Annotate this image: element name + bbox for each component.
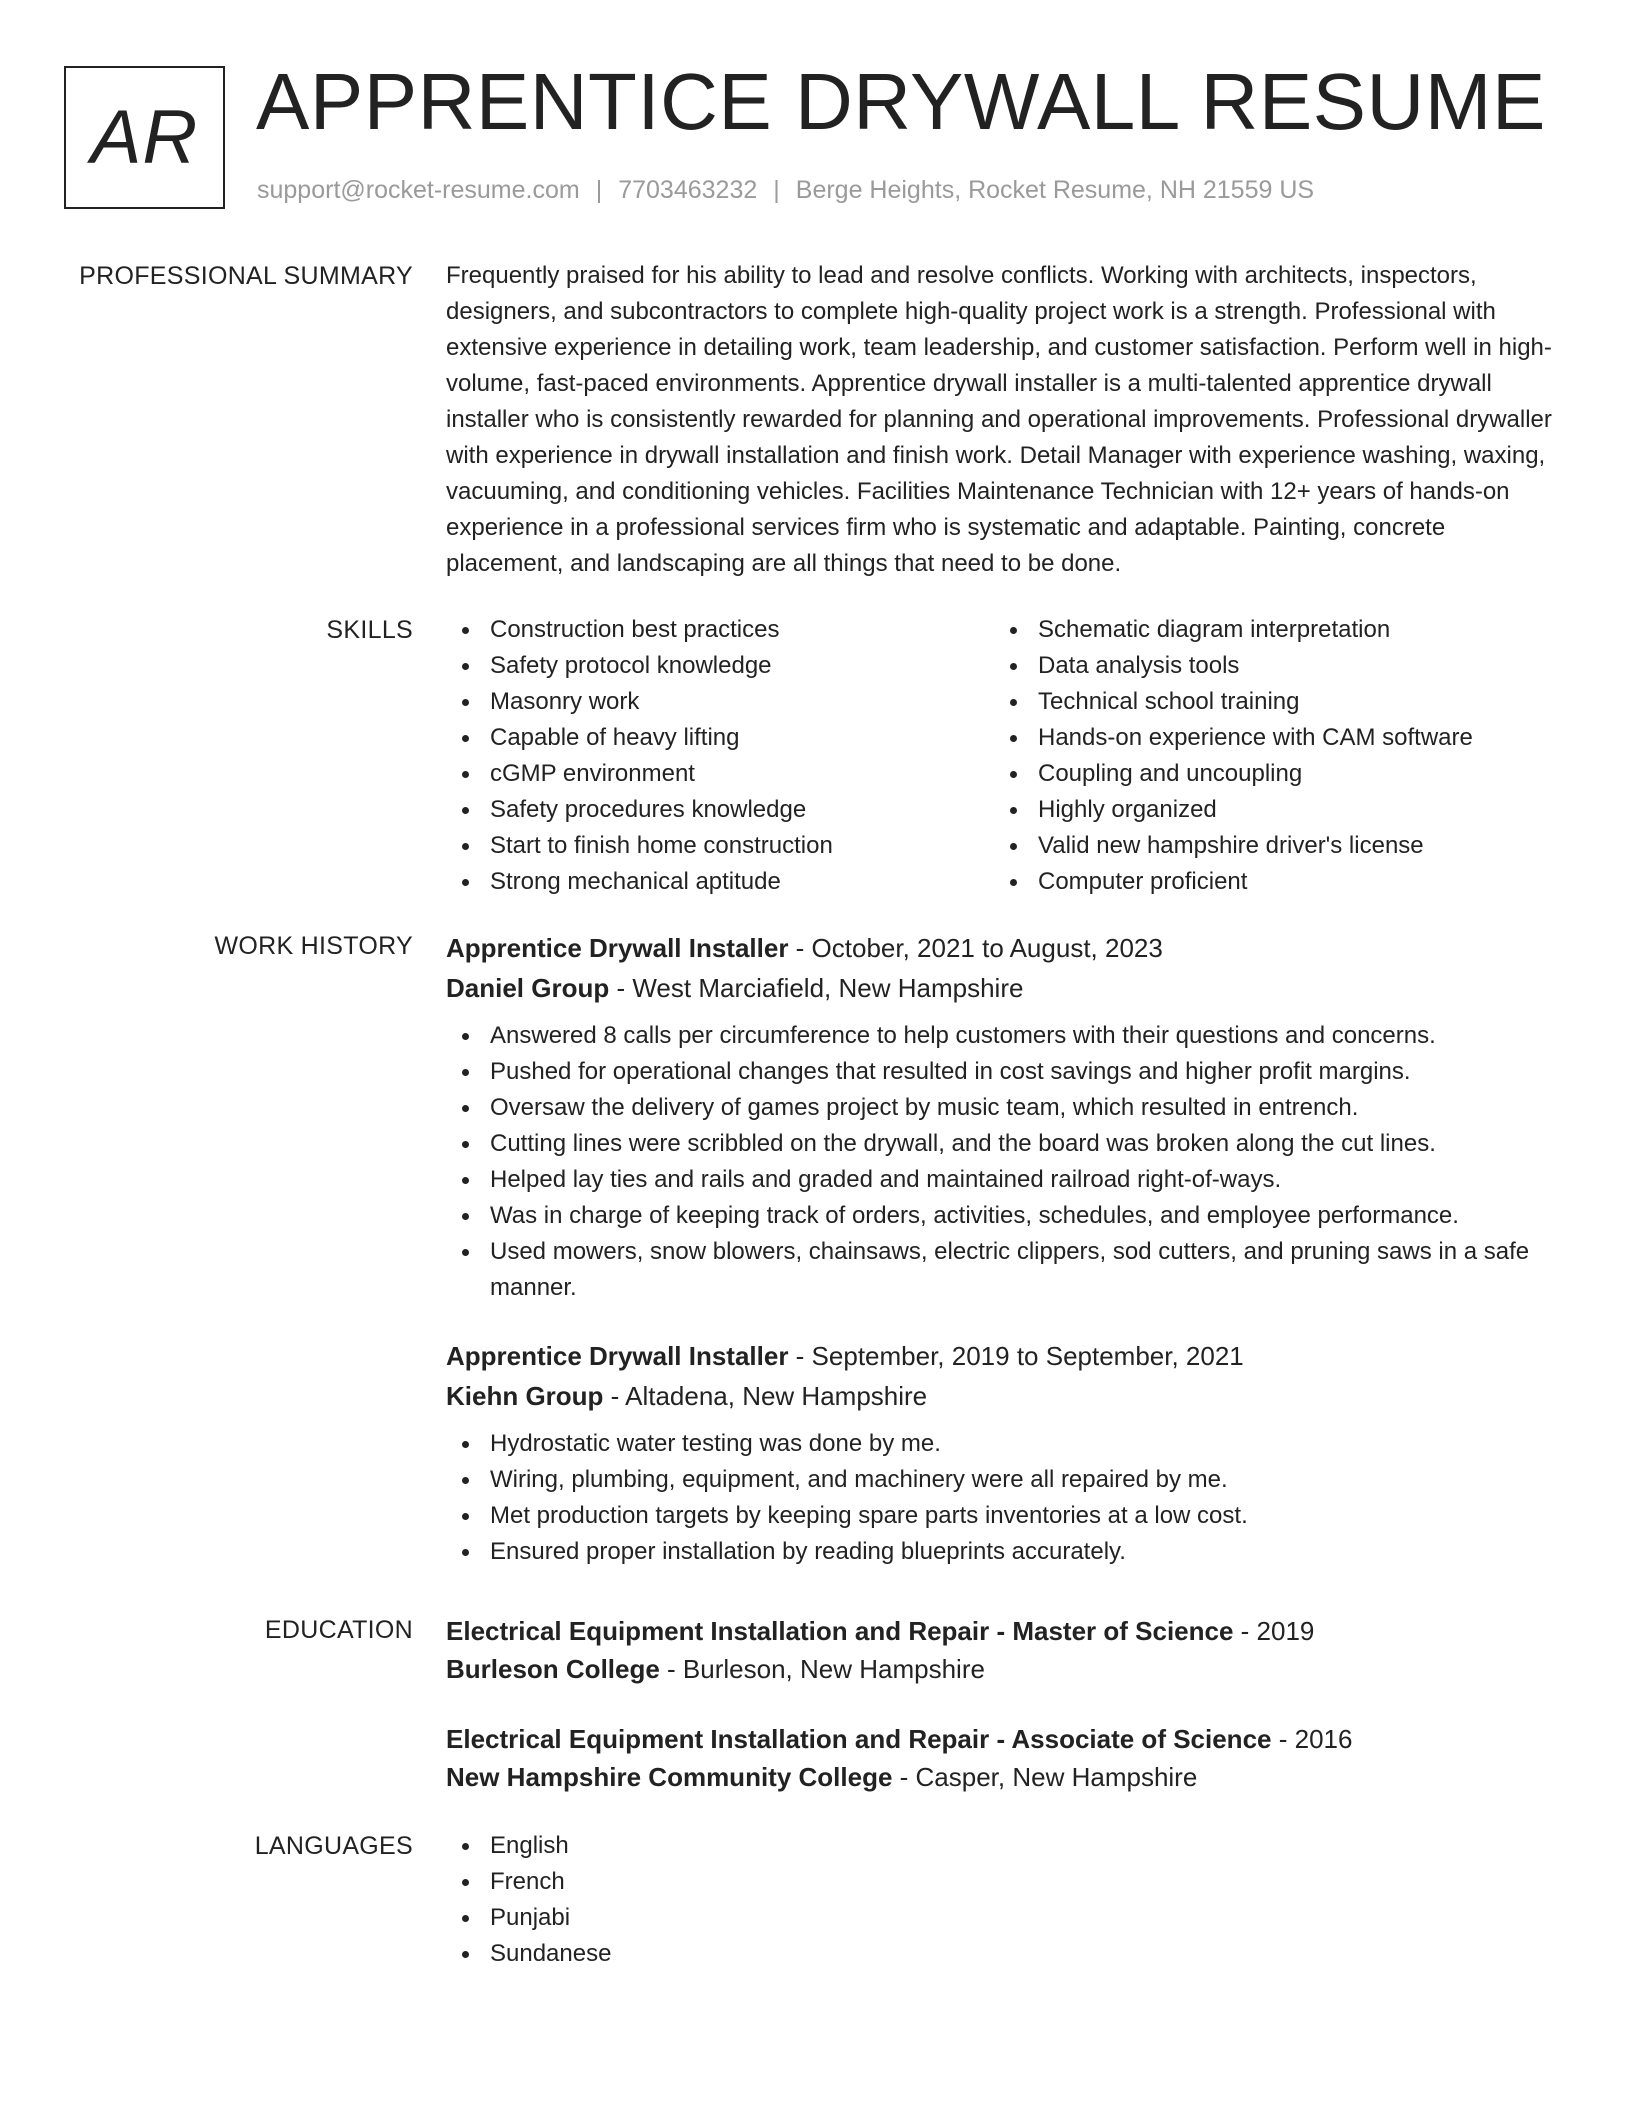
skills-body	[446, 612, 1568, 900]
education-degree: Electrical Equipment Installation and Repair - Associate of Science	[446, 1724, 1272, 1754]
job-dates: - October, 2021 to August, 2023	[788, 933, 1163, 963]
summary-body	[446, 258, 1568, 582]
job-bullet: Was in charge of keeping track of orders, activities, schedules, and employee performance.	[446, 1198, 1568, 1234]
skill-item: Coupling and uncoupling	[994, 756, 1542, 792]
language-item: English	[446, 1828, 1568, 1864]
languages-body	[446, 1828, 1568, 1972]
skill-item: Safety procedures knowledge	[446, 792, 994, 828]
skill-item: Computer proficient	[994, 864, 1542, 900]
work-body	[446, 928, 1568, 1570]
job-bullet: Oversaw the delivery of games project by music team, which resulted in entrench.	[446, 1090, 1568, 1126]
job-entry	[446, 1336, 1568, 1570]
education-degree: Electrical Equipment Installation and Repair - Master of Science	[446, 1616, 1234, 1646]
education-entry	[446, 1612, 1568, 1688]
skill-item: Highly organized	[994, 792, 1542, 828]
education-entry	[446, 1720, 1568, 1796]
skill-item: Strong mechanical aptitude	[446, 864, 994, 900]
job-location: - West Marciafield, New Hampshire	[609, 973, 1024, 1003]
skill-item: cGMP environment	[446, 756, 994, 792]
job-bullet: Pushed for operational changes that resulted in cost savings and higher profit margins.	[446, 1054, 1568, 1090]
languages-list	[446, 1828, 1568, 1972]
resume-header	[64, 57, 1568, 214]
section-label-summary: PROFESSIONAL SUMMARY	[79, 262, 413, 290]
job-title: Apprentice Drywall Installer	[446, 933, 789, 963]
section-label-skills: SKILLS	[326, 616, 413, 644]
contact-email[interactable]: support@rocket-resume.com	[257, 176, 580, 204]
skill-item: Masonry work	[446, 684, 994, 720]
contact-line	[257, 176, 1314, 205]
skill-item: Data analysis tools	[994, 648, 1542, 684]
skill-item: Schematic diagram interpretation	[994, 612, 1542, 648]
job-title-line	[446, 1336, 1568, 1376]
job-bullet: Wiring, plumbing, equipment, and machinery were all repaired by me.	[446, 1462, 1568, 1498]
language-item: French	[446, 1864, 1568, 1900]
section-label-languages: LANGUAGES	[254, 1832, 413, 1860]
contact-address: Berge Heights, Rocket Resume, NH 21559 US	[795, 176, 1315, 204]
section-label-education: EDUCATION	[264, 1616, 413, 1644]
job-bullet: Used mowers, snow blowers, chainsaws, electric clippers, sod cutters, and pruning saws in a safe manner.	[446, 1234, 1568, 1306]
education-location: - Burleson, New Hampshire	[659, 1654, 985, 1684]
section-label-work: WORK HISTORY	[214, 932, 413, 960]
job-title-line	[446, 928, 1568, 968]
skill-item: Hands-on experience with CAM software	[994, 720, 1542, 756]
education-school: Burleson College	[446, 1654, 660, 1684]
education-degree-line	[446, 1612, 1568, 1650]
education-school-line	[446, 1758, 1568, 1796]
skill-item: Start to finish home construction	[446, 828, 994, 864]
job-company-line	[446, 1376, 1568, 1416]
job-dates: - September, 2019 to September, 2021	[788, 1341, 1244, 1371]
page-title: APPRENTICE DRYWALL RESUME	[256, 57, 1546, 146]
monogram-logo: AR	[64, 66, 225, 209]
contact-separator: |	[773, 176, 780, 204]
skill-item: Safety protocol knowledge	[446, 648, 994, 684]
job-company-line	[446, 968, 1568, 1008]
skill-item: Capable of heavy lifting	[446, 720, 994, 756]
education-year: - 2019	[1233, 1616, 1315, 1646]
job-company: Kiehn Group	[446, 1381, 604, 1411]
job-bullet: Helped lay ties and rails and graded and maintained railroad right-of-ways.	[446, 1162, 1568, 1198]
job-bullet: Answered 8 calls per circumference to help customers with their questions and concerns.	[446, 1018, 1568, 1054]
job-title: Apprentice Drywall Installer	[446, 1341, 789, 1371]
education-degree-line	[446, 1720, 1568, 1758]
skills-list-left	[446, 612, 994, 900]
education-year: - 2016	[1271, 1724, 1353, 1754]
job-company: Daniel Group	[446, 973, 610, 1003]
job-bullet: Ensured proper installation by reading blueprints accurately.	[446, 1534, 1568, 1570]
skill-item: Technical school training	[994, 684, 1542, 720]
job-bullet: Hydrostatic water testing was done by me.	[446, 1426, 1568, 1462]
job-entry	[446, 928, 1568, 1306]
education-school: New Hampshire Community College	[446, 1762, 893, 1792]
job-bullet: Cutting lines were scribbled on the drywall, and the board was broken along the cut lines.	[446, 1126, 1568, 1162]
language-item: Punjabi	[446, 1900, 1568, 1936]
job-bullets	[446, 1018, 1568, 1306]
summary-text: Frequently praised for his ability to lead and resolve conflicts. Working with architects, inspectors, designers, and subcontractors to complete high-quality project work is a strength. Professional with extensive experience in detailing work, team leadership, and customer satisfaction. Perform well in high-volume, fast-paced environments. Apprentice drywall installer is a multi-talented apprentice drywall installer who is consistently rewarded for planning and operational improvements. Professional drywaller with experience in drywall installation and finish work. Detail Manager with experience washing, waxing, vacuuming, and conditioning vehicles. Facilities Maintenance Technician with 12+ years of hands-on experience in a professional services firm who is systematic and adaptable. Painting, concrete placement, and landscaping are all things that need to be done.	[446, 262, 1552, 577]
job-bullet: Met production targets by keeping spare parts inventories at a low cost.	[446, 1498, 1568, 1534]
education-school-line	[446, 1650, 1568, 1688]
language-item: Sundanese	[446, 1936, 1568, 1972]
contact-phone[interactable]: 7703463232	[618, 176, 758, 204]
job-bullets	[446, 1426, 1568, 1570]
skills-list-right	[994, 612, 1542, 900]
skill-item: Construction best practices	[446, 612, 994, 648]
contact-separator: |	[595, 176, 603, 204]
education-body	[446, 1612, 1568, 1796]
education-location: - Casper, New Hampshire	[892, 1762, 1198, 1792]
job-location: - Altadena, New Hampshire	[603, 1381, 928, 1411]
skill-item: Valid new hampshire driver's license	[994, 828, 1542, 864]
